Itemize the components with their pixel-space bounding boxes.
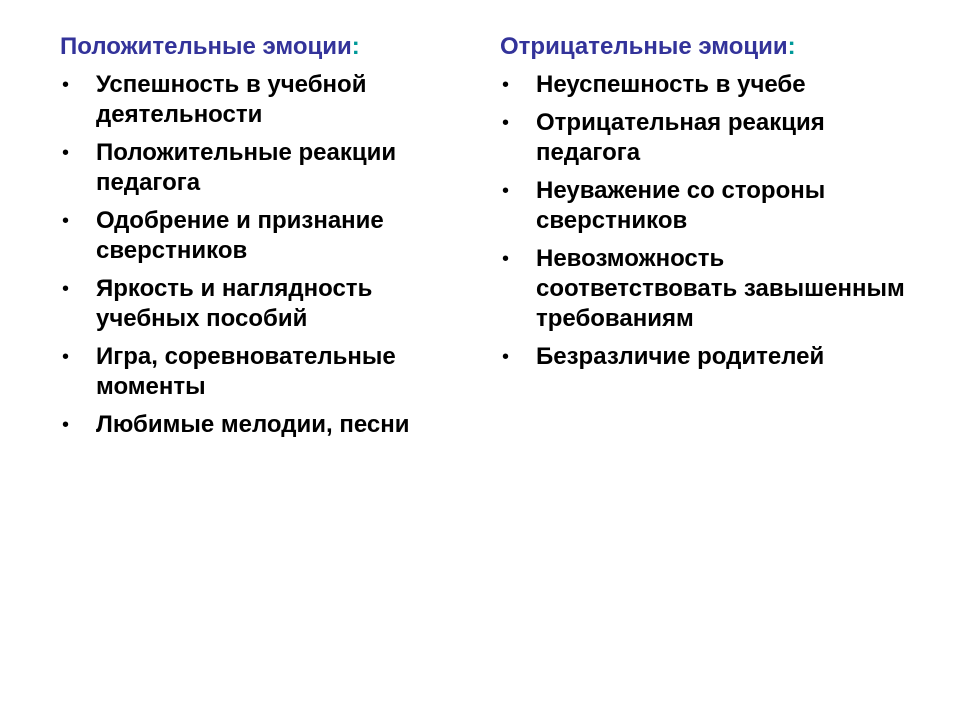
bullet-icon: • — [62, 74, 70, 96]
negative-emotions-heading — [500, 32, 920, 62]
bullet-icon: • — [502, 112, 510, 134]
negative-emotions-column — [500, 32, 920, 380]
list-item — [60, 274, 480, 334]
positive-heading-colon: : — [351, 33, 360, 60]
list-item-text: Яркость и наглядность учебных пособий — [96, 275, 373, 332]
negative-heading-colon: : — [787, 33, 796, 60]
bullet-icon: • — [62, 210, 70, 232]
negative-emotions-list — [500, 70, 920, 372]
bullet-icon: • — [62, 414, 70, 436]
bullet-icon: • — [502, 346, 510, 368]
list-item-text: Отрицательная реакция педагога — [536, 109, 825, 166]
bullet-icon: • — [502, 248, 510, 270]
list-item-text: Игра, соревновательные моменты — [96, 343, 396, 400]
list-item-text: Любимые мелодии, песни — [96, 411, 410, 438]
list-item-text: Невозможность соответствовать завышенным требованиям — [536, 245, 905, 332]
bullet-icon: • — [502, 180, 510, 202]
positive-emotions-list — [60, 70, 480, 440]
bullet-icon: • — [62, 346, 70, 368]
negative-heading-text: Отрицательные эмоции — [500, 33, 788, 60]
list-item-text: Неуспешность в учебе — [536, 71, 806, 98]
list-item — [60, 138, 480, 198]
list-item — [60, 206, 480, 266]
list-item — [500, 70, 920, 100]
list-item-text: Одобрение и признание сверстников — [96, 207, 384, 264]
list-item — [500, 108, 920, 168]
list-item — [500, 244, 920, 334]
bullet-icon: • — [502, 74, 510, 96]
list-item-text: Успешность в учебной деятельности — [96, 71, 367, 128]
positive-emotions-column — [60, 32, 480, 448]
list-item — [60, 410, 480, 440]
list-item — [60, 70, 480, 130]
list-item-text: Положительные реакции педагога — [96, 139, 397, 196]
list-item — [500, 342, 920, 372]
list-item — [500, 176, 920, 236]
bullet-icon: • — [62, 278, 70, 300]
positive-heading-text: Положительные эмоции — [60, 33, 352, 60]
list-item-text: Неуважение со стороны сверстников — [536, 177, 826, 234]
list-item-text: Безразличие родителей — [536, 343, 825, 370]
bullet-icon: • — [62, 142, 70, 164]
list-item — [60, 342, 480, 402]
positive-emotions-heading — [60, 32, 480, 62]
